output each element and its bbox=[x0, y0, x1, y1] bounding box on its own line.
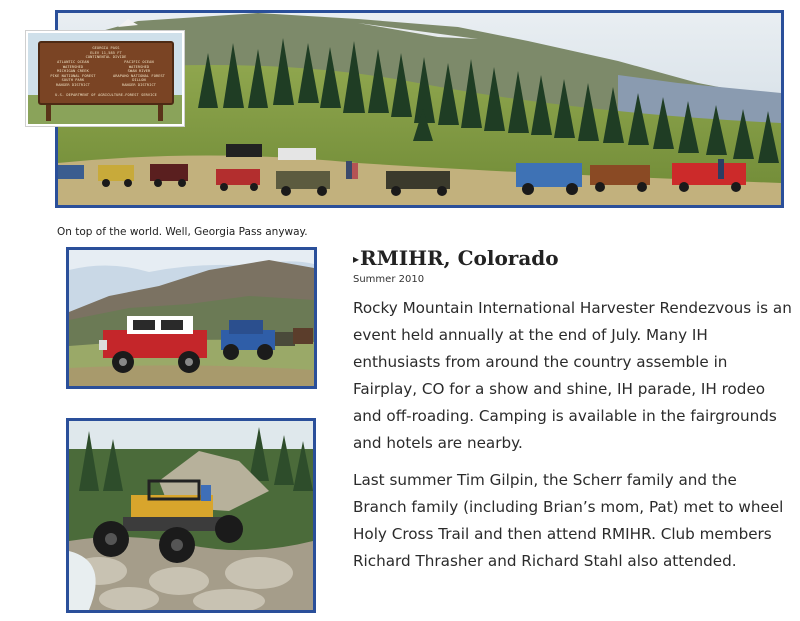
article-title-text: RMIHR, Colorado bbox=[360, 246, 559, 270]
sign-left-line: RANGER DISTRICT bbox=[56, 82, 90, 87]
rock-crawler-photo bbox=[66, 418, 316, 613]
sign-right-line: PACIFIC OCEAN bbox=[124, 60, 154, 64]
rock-crawler-scene bbox=[69, 421, 313, 610]
forest-service-sign bbox=[38, 41, 174, 105]
article-date: Summer 2010 bbox=[353, 274, 425, 285]
sign-header-line: CONTINENTAL DIVIDE bbox=[85, 55, 127, 60]
scouts-meadow-scene bbox=[69, 250, 314, 386]
sign-right-line: ARAPAHO NATIONAL FOREST bbox=[112, 73, 166, 78]
article bbox=[353, 246, 793, 585]
sign-left-line: ATLANTIC OCEAN bbox=[57, 60, 89, 64]
scouts-meadow-photo bbox=[66, 247, 317, 389]
sign-left-line: MICHIGAN CREEK bbox=[57, 69, 89, 74]
sign-post-left bbox=[46, 105, 51, 121]
sign-right-line: DILLON bbox=[132, 78, 146, 83]
article-title bbox=[353, 246, 793, 271]
sign-left-line: WATERSHED bbox=[62, 64, 84, 69]
title-bullet-icon: ▸ bbox=[353, 252, 360, 266]
sign-footer: U.S. DEPARTMENT OF AGRICULTURE-FOREST SERVICE bbox=[55, 93, 157, 97]
sign-header-line: GEORGIA PASS bbox=[92, 46, 120, 50]
sign-left-line: SOUTH PARK bbox=[61, 78, 85, 83]
photo-caption: On top of the world. Well, Georgia Pass anyway. bbox=[57, 226, 308, 238]
sign-right-line: SWAN RIVER bbox=[127, 69, 151, 74]
sign-header-line: ELEV 11,585 FT bbox=[90, 50, 122, 55]
sign-left-line: PIKE NATIONAL FOREST bbox=[50, 73, 96, 78]
georgia-pass-sign-photo bbox=[26, 31, 184, 126]
sign-post-right bbox=[158, 105, 163, 121]
sign-right-line: RANGER DISTRICT bbox=[122, 82, 156, 87]
article-paragraph: Last summer Tim Gilpin, the Scherr family and the Branch family (including Brian’s mom, Pat) met to wheel Holy Cross Trail and then attend RMIHR. Club members Richard Thrasher and Richard Stahl also attended. bbox=[353, 471, 784, 570]
sign-right-line: WATERSHED bbox=[128, 64, 150, 69]
article-paragraph: Rocky Mountain International Harvester Rendezvous is an event held annually at the end of July. Many IH enthusiasts from around the country assemble in Fairplay, CO for a show and shine, IH parade, IH rodeo and off-roading. Camping is available in the fairgrounds and hotels are nearby. bbox=[353, 299, 792, 452]
